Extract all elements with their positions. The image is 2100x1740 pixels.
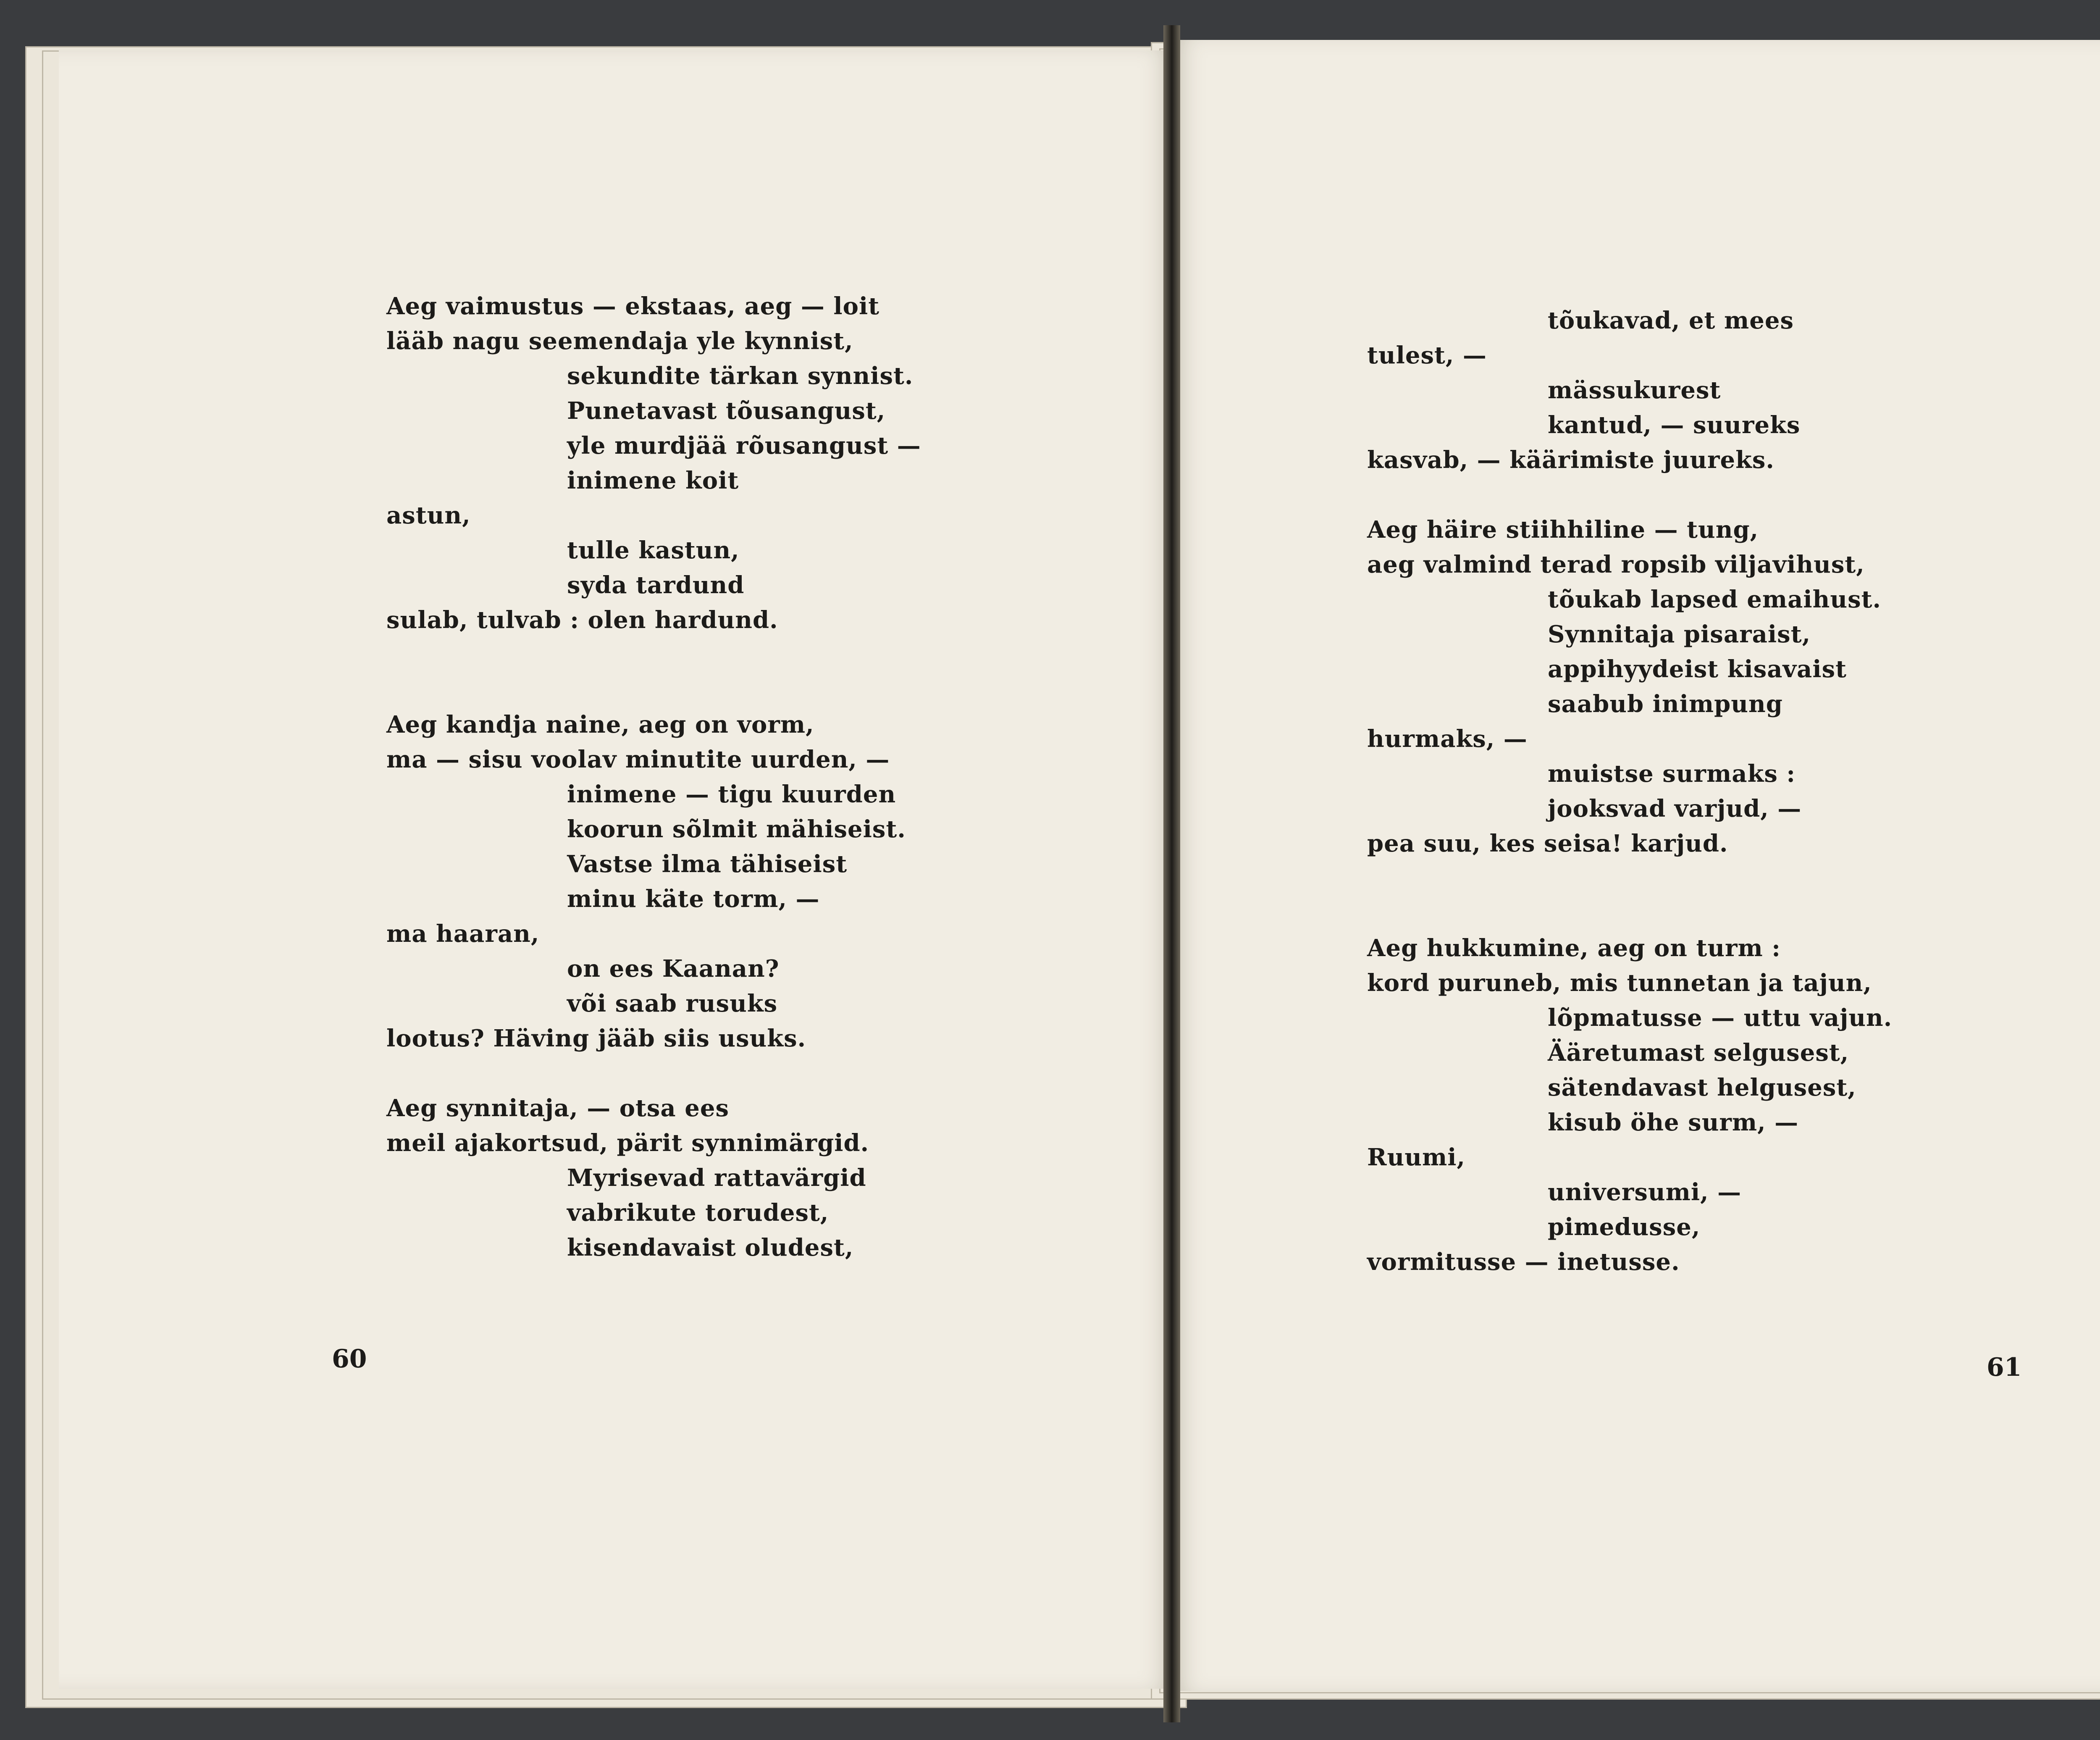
poem-line: lõpmatusse — uttu vajun. — [1548, 1004, 1893, 1032]
poem-line: lääb nagu seemendaja yle kynnist, — [386, 327, 853, 355]
poem-line: Synnitaja pisaraist, — [1548, 620, 1811, 648]
poem-line: meil ajakortsud, pärit synnimärgid. — [386, 1129, 869, 1157]
poem-line: on ees Kaanan? — [567, 955, 780, 983]
poem-line: kasvab, — käärimiste juureks. — [1367, 446, 1774, 474]
poem-line: universumi, — — [1548, 1178, 1742, 1206]
poem-line: appihyydeist kisavaist — [1548, 655, 1847, 683]
poem-line: kord puruneb, mis tunnetan ja tajun, — [1367, 969, 1872, 997]
stanza-gap — [1367, 478, 1892, 513]
poem-line: muistse surmaks : — [1548, 760, 1796, 788]
stanza-gap — [386, 1056, 921, 1091]
poem-line: inimene — tigu kuurden — [567, 781, 896, 808]
page-number-right: 61 — [1987, 1353, 2022, 1382]
book-gutter — [1163, 25, 1180, 1722]
left-page-poem — [386, 289, 921, 1265]
right-page-poem — [1367, 303, 1892, 1280]
poem-line: saabub inimpung — [1548, 690, 1783, 718]
poem-line: hurmaks, — — [1367, 725, 1528, 753]
poem-line: aeg valmind terad ropsib viljavihust, — [1367, 551, 1865, 578]
page-number-left: 60 — [332, 1344, 367, 1374]
poem-line: või saab rusuks — [567, 990, 778, 1017]
poem-line: kantud, — suureks — [1548, 411, 1801, 439]
poem-line: sulab, tulvab : olen hardund. — [386, 606, 778, 634]
poem-line: kisub öhe surm, — — [1548, 1109, 1799, 1136]
poem-line: yle murdjää rõusangust — — [567, 432, 921, 460]
poem-line: vabrikute torudest, — [567, 1199, 829, 1227]
poem-line: mässukurest — [1548, 376, 1721, 404]
poem-line: kisendavaist oludest, — [567, 1234, 854, 1262]
poem-line: tulle kastun, — [567, 536, 740, 564]
poem-line: Aeg häire stiihhiline — tung, — [1367, 516, 1759, 544]
poem-line: Aeg hukkumine, aeg on turm : — [1367, 934, 1781, 962]
poem-line: pimedusse, — [1548, 1213, 1701, 1241]
poem-line: koorun sõlmit mähiseist. — [567, 815, 906, 843]
poem-line: Punetavast tõusangust, — [567, 397, 886, 425]
poem-line: minu käte torm, — — [567, 885, 820, 913]
poem-line: lootus? Häving jääb siis usuks. — [386, 1025, 806, 1052]
poem-line: jooksvad varjud, — — [1548, 795, 1802, 823]
poem-line: tulest, — — [1367, 342, 1487, 369]
poem-line: astun, — [386, 502, 471, 529]
poem-line: sekundite tärkan synnist. — [567, 362, 914, 390]
poem-line: Aeg synnitaja, — otsa ees — [386, 1094, 729, 1122]
poem-line: inimene koit — [567, 467, 739, 494]
poem-line: tõukab lapsed emaihust. — [1548, 586, 1881, 613]
poem-line: Aeg kandja naine, aeg on vorm, — [386, 711, 814, 739]
poem-line: Vastse ilma tähiseist — [567, 850, 848, 878]
poem-line: Myrisevad rattavärgid — [567, 1164, 866, 1192]
stanza-gap — [386, 638, 921, 707]
poem-line: ma haaran, — [386, 920, 540, 948]
poem-line: vormitusse — inetusse. — [1367, 1248, 1680, 1276]
poem-line: sätendavast helgusest, — [1548, 1074, 1856, 1101]
poem-line: ma — sisu voolav minutite uurden, — — [386, 746, 890, 773]
poem-line: Aeg vaimustus — ekstaas, aeg — loit — [386, 292, 880, 320]
poem-line: syda tardund — [567, 571, 745, 599]
stanza-gap — [1367, 861, 1892, 931]
poem-line: tõukavad, et mees — [1548, 307, 1794, 334]
poem-line: Ruumi, — [1367, 1143, 1465, 1171]
poem-line: Ääretumast selgusest, — [1548, 1039, 1849, 1067]
poem-line: pea suu, kes seisa! karjud. — [1367, 830, 1728, 857]
